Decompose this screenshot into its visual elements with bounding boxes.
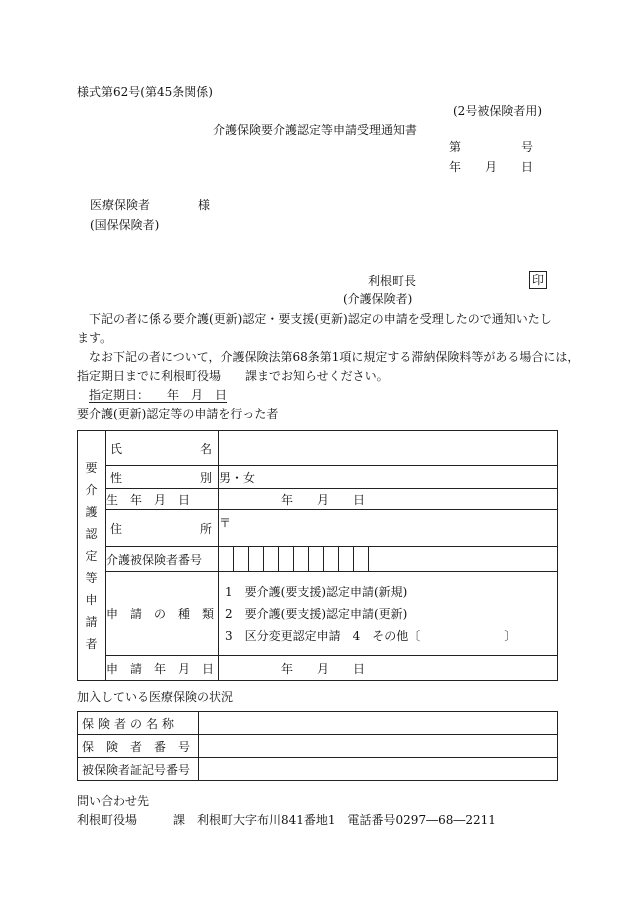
insured-number-field[interactable] (219, 547, 558, 572)
insurer-name-label: 保険者の名称 (78, 712, 199, 735)
document-date: 年 月 日 (449, 160, 534, 174)
insured-number-label: 介護被保険者番号 (106, 547, 219, 572)
contact-heading: 問い合わせ先 (77, 794, 150, 808)
document-title: 介護保険要介護認定等申請受理通知書 (213, 123, 418, 137)
insurer-name-field[interactable] (199, 712, 558, 735)
body-para1-line1: 下記の者に係る要介護(更新)認定・要支援(更新)認定の申請を受理したので通知いたし (89, 312, 552, 326)
type-option[interactable]: 3 区分変更認定申請 4 その他〔 〕 (225, 628, 517, 643)
apply-date-label: 申 請 年 月 日 (106, 656, 219, 681)
contact-info: 利根町役場 課 利根町大字布川841番地1 電話番号0297―68―2211 (77, 813, 496, 827)
applicant-heading: 要介護(更新)認定等の申請を行った者 (77, 407, 279, 421)
insurer-number-field[interactable] (199, 735, 558, 758)
body-para1-line2: ます。 (77, 331, 113, 345)
birth-label: 生 年 月 日 (106, 489, 219, 510)
name-field[interactable] (219, 431, 558, 466)
form-number: 様式第62号(第45条関係) (77, 85, 213, 99)
insurance-heading: 加入している医療保険の状況 (77, 690, 234, 704)
type-option[interactable]: 2 要介護(要支援)認定申請(更新) (225, 606, 408, 621)
deadline: 指定期日： 年 月 日 (89, 388, 228, 402)
addressee-sub: (国保保険者) (90, 218, 160, 232)
insurer-number-label: 保 険 者 番 号 (78, 735, 199, 758)
sender-name: 利根町長 (368, 274, 417, 288)
body-para2-line2: 指定期日までに利根町役場 課までお知らせください。 (77, 369, 389, 383)
side-label: 要 介 護 認 定 等 申 請 者 (78, 431, 106, 681)
sender-sub: (介護保険者) (343, 292, 413, 306)
application-type-field[interactable] (219, 572, 558, 656)
addressee-name: 医療保険者 様 (90, 198, 211, 212)
sex-label: 性 別 (106, 466, 219, 489)
card-number-label: 被保険者証記号番号 (78, 758, 199, 781)
card-number-field[interactable] (199, 758, 558, 781)
name-label: 氏 名 (106, 431, 219, 466)
seal-icon: 印 (529, 271, 547, 289)
insurance-table (77, 711, 558, 781)
application-type-label: 申 請 の 種 類 (106, 572, 219, 656)
type-option[interactable]: 1 要介護(要支援)認定申請(新規) (225, 584, 408, 599)
document-number: 第 号 (449, 140, 534, 154)
address-field[interactable]: 〒 (219, 510, 558, 547)
apply-date-field[interactable]: 年 月 日 (219, 656, 558, 681)
applicant-table (77, 430, 558, 681)
sex-field[interactable]: 男・女 (219, 466, 558, 489)
birth-field[interactable]: 年 月 日 (219, 489, 558, 510)
address-label: 住 所 (106, 510, 219, 547)
body-para2-line1: なお下記の者について，介護保険法第68条第1項に規定する滞納保険料等がある場合には， (89, 350, 580, 364)
usage-note: (2号被保険者用) (453, 104, 542, 118)
